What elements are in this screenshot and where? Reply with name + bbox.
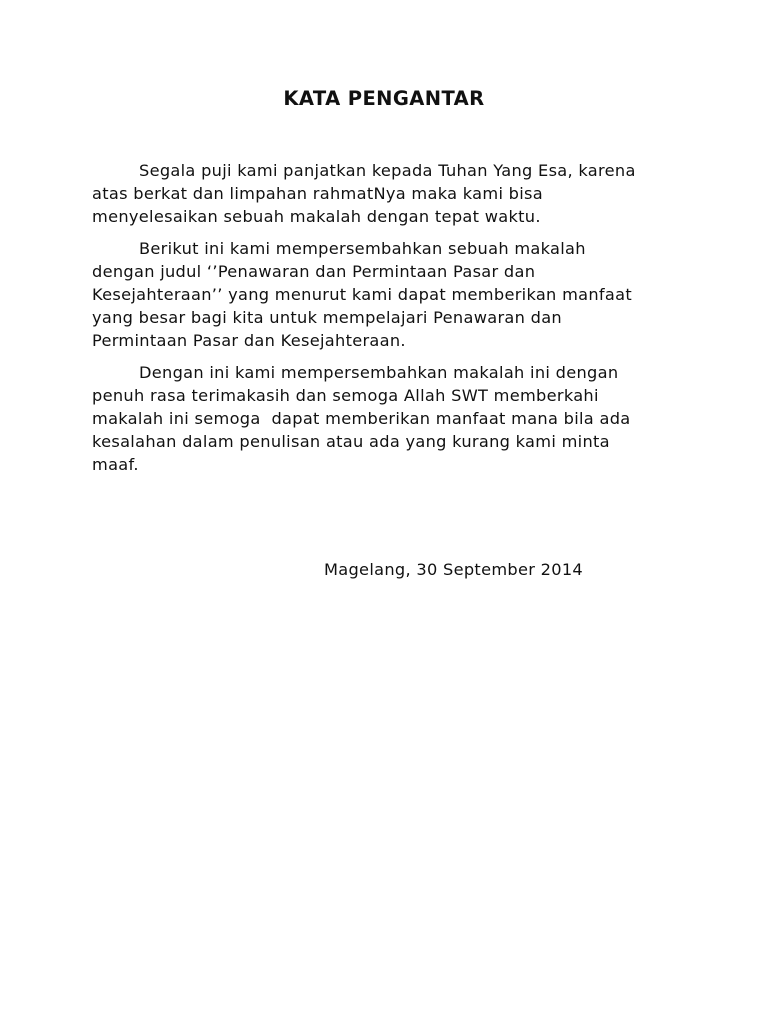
paragraph-line: Permintaan Pasar dan Kesejahteraan. [92, 330, 406, 350]
paragraph-line: penuh rasa terimakasih dan semoga Allah SWT memberkahi [92, 386, 599, 406]
paragraph-line: makalah ini semoga dapat memberikan manfaat mana bila ada [92, 408, 631, 428]
paragraph-closing [92, 362, 692, 476]
paragraph-line: dengan judul ‘’Penawaran dan Permintaan Pasar dan [92, 262, 536, 282]
paragraph-opening [92, 160, 692, 228]
paragraph-line: atas berkat dan limpahan rahmatNya maka kami bisa [92, 183, 544, 203]
page-title: KATA PENGANTAR [283, 87, 485, 110]
paragraph-line: Berikut ini kami mempersembahkan sebuah makalah [139, 239, 586, 259]
document-body [92, 160, 692, 486]
place-date: Magelang, 30 September 2014 [324, 560, 584, 579]
paragraph-line: yang besar bagi kita untuk mempelajari Penawaran dan [92, 307, 562, 327]
paragraph-line: Kesejahteraan’’ yang menurut kami dapat memberikan manfaat [92, 284, 632, 304]
paragraph-line: kesalahan dalam penulisan atau ada yang kurang kami minta [92, 431, 610, 451]
paragraph-line: Segala puji kami panjatkan kepada Tuhan Yang Esa, karena [139, 161, 636, 180]
paragraph-line: Dengan ini kami mempersembahkan makalah ini dengan [139, 363, 619, 383]
paragraph-line: menyelesaikan sebuah makalah dengan tepat waktu. [92, 206, 541, 226]
paragraph-line: maaf. [92, 454, 139, 474]
paragraph-presentation [92, 238, 692, 352]
